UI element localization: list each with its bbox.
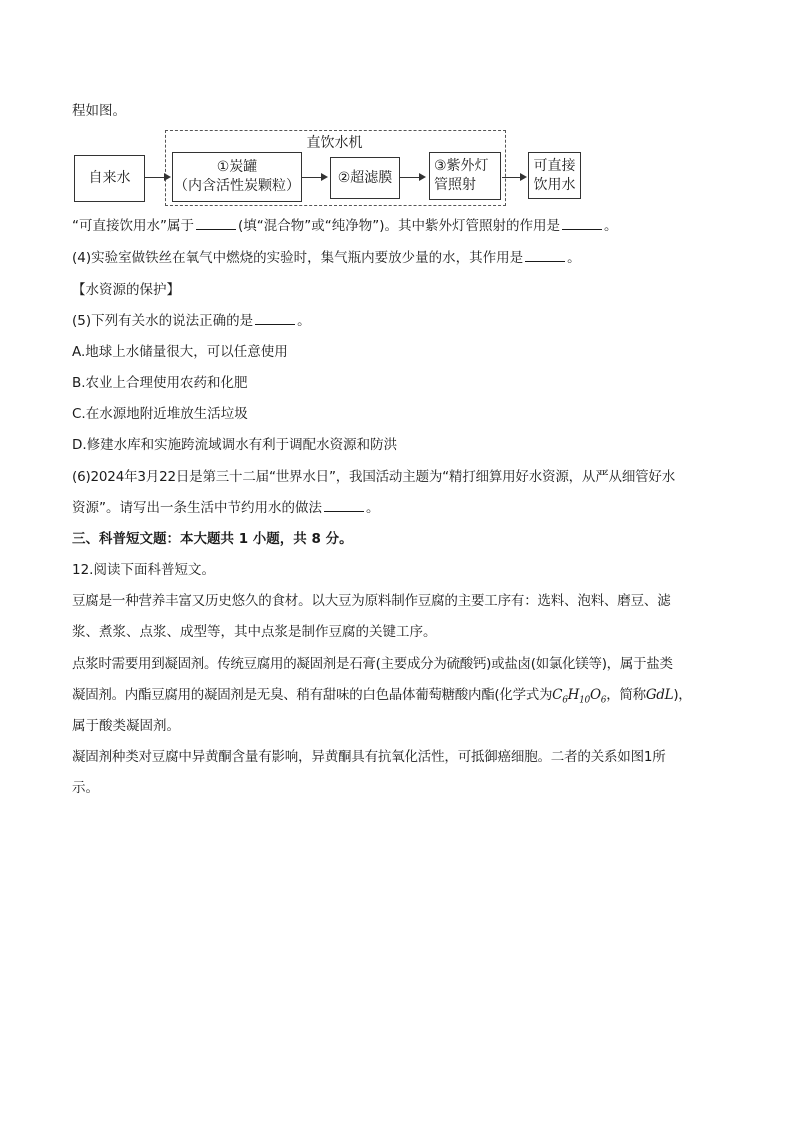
section-3-heading: 三、科普短文题：本大题共 1 小题，共 8 分。 <box>72 531 353 547</box>
q3-part3: 。 <box>604 218 618 234</box>
q6-line2b: 。 <box>366 500 380 516</box>
question-5 <box>72 312 311 330</box>
q3-part1: “可直接饮用水”属于 <box>72 218 194 234</box>
step2-label: ②超滤膜 <box>337 169 393 186</box>
arrow-2-line <box>301 177 321 178</box>
q6-line2 <box>72 499 380 517</box>
gdl-abbrev: GdL <box>645 687 674 703</box>
step3-box <box>429 152 501 200</box>
q4-part2: 。 <box>567 250 581 266</box>
arrow-1-head <box>164 173 171 181</box>
step3-line1: ③紫外灯 <box>434 158 489 174</box>
output-line1: 可直接 <box>533 157 576 174</box>
para1-line1: 豆腐是一种营养丰富又历史悠久的食材。以大豆为原料制作豆腐的主要工序有：选料、泡料、磨豆、滤 <box>72 593 671 609</box>
chemical-formula: $C_6H_{10}O_6$ <box>552 687 607 706</box>
q6-blank[interactable] <box>324 499 364 512</box>
para2-line3: 属于酸类凝固剂。 <box>72 718 180 734</box>
para2-line2-b: ，简称 <box>606 687 646 703</box>
step1-line1: ①炭罐 <box>216 159 258 175</box>
q5-option-a: A.地球上水储量很大，可以任意使用 <box>72 344 288 360</box>
arrow-2-head <box>321 173 328 181</box>
para2-line2-a: 凝固剂。内酯豆腐用的凝固剂是无臭、稍有甜味的白色晶体葡萄糖酸内酯(化学式为 <box>72 687 553 703</box>
q4-part1: (4)实验室做铁丝在氧气中燃烧的实验时，集气瓶内要放少量的水，其作用是 <box>72 250 524 266</box>
output-line2: 饮用水 <box>533 176 576 193</box>
q3-blank-2[interactable] <box>562 217 602 230</box>
q6-line1: (6)2024年3月22日是第三十二届“世界水日”，我国活动主题为“精打细算用好水资源，从严从细管好水 <box>72 469 676 485</box>
output-box <box>528 152 581 199</box>
q4-blank[interactable] <box>525 249 565 262</box>
para2-line2-c: )， <box>673 687 692 703</box>
question-12: 12.阅读下面科普短文。 <box>72 562 215 578</box>
step2-box <box>330 157 400 199</box>
para3-line2: 示。 <box>72 780 99 796</box>
arrow-4-head <box>520 173 527 181</box>
para3-line1: 凝固剂种类对豆腐中异黄酮含量有影响，异黄酮具有抗氧化活性，可抵御癌细胞。二者的关系如图1所 <box>72 749 666 765</box>
step1-line2: （内含活性炭颗粒） <box>174 178 300 194</box>
arrow-3-head <box>419 173 426 181</box>
arrow-1-line <box>144 177 164 178</box>
q5-stem: (5)下列有关水的说法正确的是 <box>72 313 254 329</box>
q3-blank-1[interactable] <box>196 217 236 230</box>
q6-line2a: 资源”。请写出一条生活中节约用水的做法 <box>72 500 322 516</box>
arrow-4-line <box>502 177 520 178</box>
arrow-3-line <box>399 177 419 178</box>
question-4 <box>72 249 581 267</box>
machine-label: 直饮水机 <box>306 135 363 151</box>
q5-option-d: D.修建水库和实施跨流域调水有利于调配水资源和防洪 <box>72 437 398 453</box>
question-3 <box>72 217 618 235</box>
q3-part2: (填“混合物”或“纯净物”)。其中紫外灯管照射的作用是 <box>238 218 561 234</box>
para2-line2 <box>72 686 691 710</box>
q5-option-b: B.农业上合理使用农药和化肥 <box>72 375 248 391</box>
step3-line2: 管照射 <box>434 177 476 193</box>
tap-water-box <box>74 155 145 202</box>
q5-stem-end: 。 <box>297 313 311 329</box>
section-water-protection: 【水资源的保护】 <box>72 282 180 298</box>
intro-tail: 程如图。 <box>72 103 126 119</box>
q5-blank[interactable] <box>255 312 295 325</box>
step1-box <box>172 152 302 202</box>
para2-line1: 点浆时需要用到凝固剂。传统豆腐用的凝固剂是石膏(主要成分为硫酸钙)或盐卤(如氯化镁等)，属于盐类 <box>72 656 673 672</box>
q5-option-c: C.在水源地附近堆放生活垃圾 <box>72 406 248 422</box>
tap-water-label: 自来水 <box>88 170 131 186</box>
para1-line2: 浆、煮浆、点浆、成型等，其中点浆是制作豆腐的关键工序。 <box>72 624 437 640</box>
